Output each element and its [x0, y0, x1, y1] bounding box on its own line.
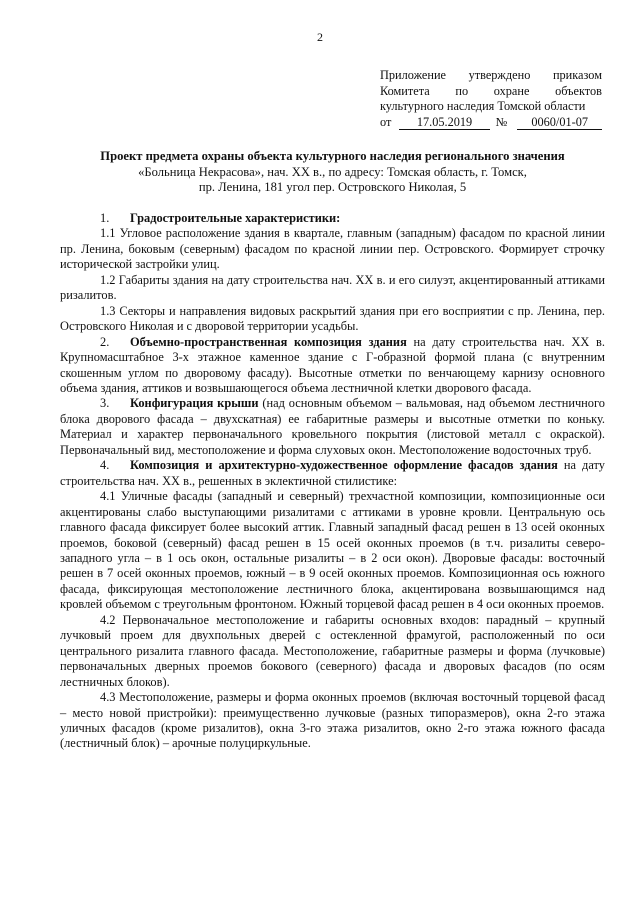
section-heading: Конфигурация крыши [130, 396, 259, 411]
approval-word: приказом [552, 68, 602, 82]
approval-line-1 [380, 68, 602, 84]
approval-word: утверждено [468, 68, 531, 82]
section-number: 1. [100, 211, 110, 225]
approval-line-2 [380, 84, 602, 100]
title-line-1: Проект предмета охраны объекта культурного наследия регионального значения [100, 149, 565, 163]
paragraph-1-1: 1.1 Угловое расположение здания в квартале, главным (западным) фасадом по красной линии пр. Ленина, боковым (северным) фасадом по красной линии пер. Островского. Формирует строчку исторической застройки улиц. [60, 226, 605, 272]
approval-word: Комитета [380, 83, 430, 98]
approval-date: 17.05.2019 [399, 115, 489, 130]
approval-word: охране [493, 83, 530, 98]
approval-word: Приложение [380, 68, 446, 82]
section-4 [60, 458, 605, 489]
section-heading: Градостроительные характеристики: [130, 211, 341, 225]
section-number: 4. [100, 458, 110, 473]
title-line-3: пр. Ленина, 181 угол пер. Островского Николая, 5 [198, 180, 467, 195]
date-prefix: от [380, 114, 392, 129]
section-number: 2. [100, 334, 110, 349]
section-heading: Объемно-пространственная композиция здания [130, 334, 407, 349]
section-2 [60, 335, 605, 397]
paragraph-4-3: 4.3 Местоположение, размеры и форма оконных проемов (включая восточный торцевой фасад – место новой пристройки): преимущественно лучковые (разных типоразмеров), окна 2-го этажа уличных фасадов (кроме ризалитов), окна 3-го этажа ризалитов, окно 2-го этажа южного фасада (лестничный блок) – арочные полуциркульные. [60, 690, 605, 751]
section-text: на дату строительства нач. XX в., решенных в эклектичной стилистике: [60, 458, 605, 488]
approval-number: 0060/01-07 [517, 115, 602, 130]
section-text: (над основным объемом – вальмовая, над объемом лестничного блока дворового фасада – двухскатная) ее габаритные размеры и высотные отметки по коньку. Материал и характер первоначального кровельного покрытия (листовой металл с окраской). Первоначальный вид, местоположение и форма слуховых окон. Местоположение водосточных труб. [60, 396, 605, 457]
section-heading: Композиция и архитектурно-художественное оформление фасадов здания [130, 458, 558, 473]
approval-stamp [380, 68, 602, 130]
section-3 [60, 396, 605, 458]
number-sign: № [495, 114, 508, 129]
section-text: на дату строительства нач. XX в. Крупномасштабное 3-х этажное каменное здание с Г-образной формой плана (с внутренним скошенным углом по дворовому фасаду). Высотные отметки по венчающему карнизу основного объема здания, аттиков и возвышающегося объема лестничной клетки дворового фасада. [60, 334, 606, 395]
paragraph-1-2: 1.2 Габариты здания на дату строительства нач. XX в. и его силуэт, акцентированный аттиками ризалитов. [60, 272, 605, 303]
paragraph-1-3: 1.3 Секторы и направления видовых раскрытий здания при его восприятии с пр. Ленина, пер. Островского Николая и с дворовой территории усадьбы. [60, 303, 605, 334]
approval-line-3: культурного наследия Томской области [380, 99, 586, 114]
approval-date-row [380, 115, 602, 131]
document-title [60, 149, 605, 196]
section-number: 3. [100, 396, 110, 411]
approval-word: по [455, 83, 469, 98]
page-number: 2 [317, 30, 323, 44]
title-line-2: «Больница Некрасова», нач. XX в., по адресу: Томская область, г. Томск, [138, 164, 527, 179]
approval-word: объектов [555, 83, 602, 98]
paragraph-4-2: 4.2 Первоначальное местоположение и габариты основных входов: парадный – крупный лучковый проем для двухпольных дверей с остекленной фрамугой, расположенный по оси центрального ризалита главного фасада. Местоположение, габаритные размеры и форма (лучковые) первоначальных дверных проемов бокового (северного) фасада и дворовых фасадов (по осям лестничных блоков). [60, 612, 605, 689]
section-1-heading [60, 211, 605, 226]
paragraph-4-1: 4.1 Уличные фасады (западный и северный) трехчастной композиции, композиционные оси акцентированы слабо выступающими ризалитами с аттиками в уровне кровли. Центральную ось главного фасада фиксирует более высокий аттик. Главный западный фасад решен в 13 осей оконных проемов, боковой (северный) фасад решен в 15 осей оконных проемов (в т.ч. ризалиты северо-западного угла – в 1 ось окон, остальные ризалиты – в 2 оси окон). Дворовые фасады: восточный решен в 7 осей оконных проемов, южный – в 9 осей оконных проемов. Композиционная ось южного фасада, фиксирующая местоположение лестничного блока, акцентирована возвышающимся над кровлей объемом с треугольным фронтоном. Южный торцевой фасад решен в 4 оси оконных проемов. [60, 489, 605, 612]
document-body [60, 211, 605, 752]
